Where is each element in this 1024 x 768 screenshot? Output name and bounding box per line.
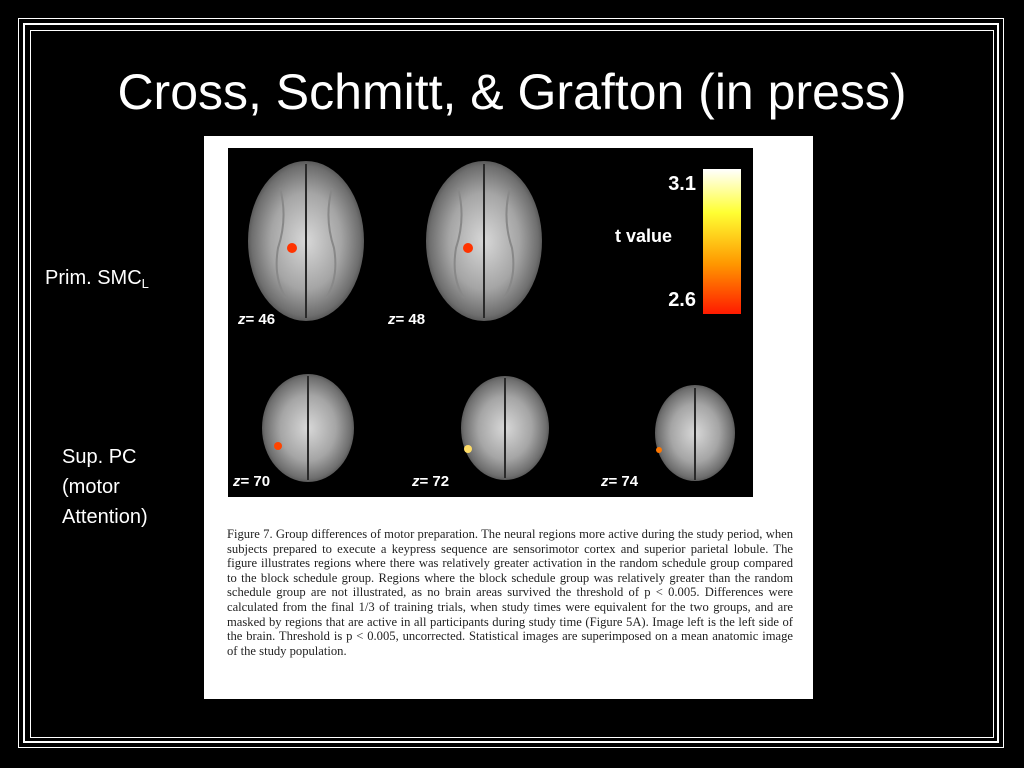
slice-label-z72: z= 72 [412, 473, 450, 490]
slice-label-z74: z= 74 [601, 473, 639, 490]
colorbar-title: t value [614, 226, 672, 246]
slice-label-z70: z= 70 [233, 473, 271, 490]
label-superior-pc-line2: (motor [62, 476, 120, 498]
slide-title: Cross, Schmitt, & Grafton (in press) [117, 64, 907, 120]
slice-label-z48: z= 48 [388, 311, 426, 328]
brain-slice-z48 [426, 161, 542, 321]
brain-slice-z72 [461, 376, 549, 480]
colorbar [703, 169, 741, 314]
label-superior-pc-line1: Sup. PC [62, 446, 137, 468]
activation-blob [463, 243, 473, 253]
activation-blob [274, 442, 282, 450]
activation-blob [656, 447, 662, 453]
label-primary-smc-text: Prim. SMC [45, 267, 142, 289]
figure-caption: Figure 7. Group differences of motor preparation. The neural regions more active during the study period, when subjects prepared to execute a keypress sequence are sensorimotor cortex and superior parietal lobule. The figure illustrates regions where there was relatively greater activation in the random schedule group compared to the block schedule group. Regions where the block schedule group was relatively greater than the random schedule group are not illustrated, as no brain areas survived the threshold of p < 0.005. Differences were calculated from the final 1/3 of training trials, when study times were equivalent for the two groups, and are masked by regions that are active in all participants during study time (Figure 5A). Image left is the left side of the brain. Threshold is p < 0.005, uncorrected. Statistical images are superimposed on a mean anatomic image of the study population. [227, 527, 793, 658]
activation-blob [287, 243, 297, 253]
colorbar-min-label: 2.6 [668, 289, 696, 311]
brain-slice-z74 [655, 385, 735, 481]
brain-slice-z46 [248, 161, 364, 321]
brain-slice-z70 [262, 374, 354, 482]
figure-image [204, 136, 813, 699]
activation-blob [464, 445, 472, 453]
label-superior-pc [62, 442, 148, 532]
label-primary-smc-subscript: L [141, 276, 149, 291]
slice-label-z46: z= 46 [238, 311, 276, 328]
brain-slices-panel [228, 148, 753, 497]
label-superior-pc-line3: Attention) [62, 506, 148, 528]
colorbar-max-label: 3.1 [668, 173, 696, 195]
label-primary-smc [45, 263, 149, 299]
brain-slices-graphic [228, 148, 753, 497]
